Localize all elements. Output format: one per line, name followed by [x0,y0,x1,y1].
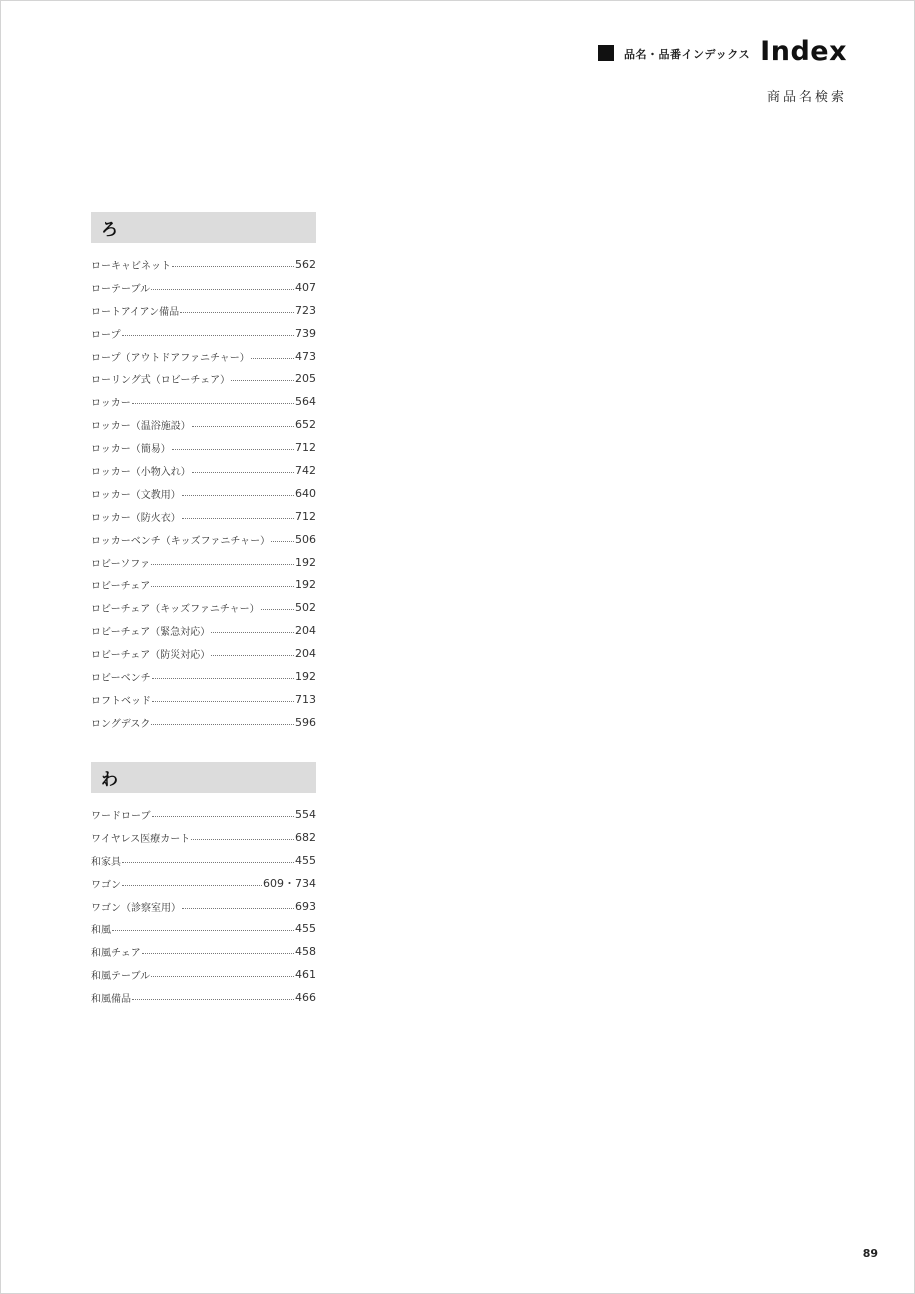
index-entry [91,688,316,711]
search-type-label: 商品名検索 [766,90,847,105]
dot-leader [152,678,294,679]
dot-leader [142,953,294,954]
dot-leader [132,403,294,404]
entry-name: 和風チェア [91,948,141,960]
entry-page: 192 [295,555,316,569]
entry-name: ロッカー（文教用） [91,489,181,501]
entry-name: ロフトベッド [91,695,151,707]
index-entry [91,367,316,390]
header-subtitle: 品名・品番インデックス [624,48,751,61]
dot-leader [172,449,294,450]
entry-page: 640 [295,486,316,500]
section-heading: ろ [91,212,316,243]
entry-list [91,803,316,1009]
dot-leader [151,586,294,587]
dot-leader [182,908,294,909]
entry-name: ローテーブル [91,283,151,295]
section-heading: わ [91,762,316,793]
index-entry [91,253,316,276]
dot-leader [231,380,294,381]
dot-leader [151,724,294,725]
dot-leader [182,495,294,496]
index-section-ro [91,212,316,734]
entry-name: ローキャビネット [91,260,171,272]
entry-page: 713 [295,692,316,706]
index-entry [91,322,316,345]
entry-page: 461 [295,968,316,982]
dot-leader [180,312,294,313]
index-entry [91,986,316,1009]
index-entry [91,619,316,642]
index-entry [91,803,316,826]
entry-name: ロビーチェア（防災対応） [91,650,211,662]
entry-list [91,253,316,734]
entry-name: ロングデスク [91,718,151,730]
entry-name: 和風 [91,925,111,937]
entry-page: 712 [295,441,316,455]
index-entry [91,917,316,940]
dot-leader [191,839,294,840]
entry-page: 562 [295,257,316,271]
entry-page: 204 [295,624,316,638]
dot-leader [182,518,294,519]
index-entry [91,390,316,413]
index-header [598,36,847,67]
index-entry [91,436,316,459]
entry-page: 192 [295,578,316,592]
dot-leader [151,289,294,290]
entry-name: ロッカー（小物入れ） [91,466,191,478]
entry-page: 455 [295,853,316,867]
dot-leader [271,541,294,542]
index-entry [91,528,316,551]
entry-name: ロビーチェア [91,581,151,593]
entry-page: 564 [295,395,316,409]
entry-name: ロッカー（簡易） [91,444,171,456]
entry-name: 和家具 [91,856,121,868]
dot-leader [172,266,294,267]
index-entry [91,665,316,688]
index-entry [91,963,316,986]
page-number: 89 [862,1247,878,1260]
dot-leader [192,426,294,427]
index-entry [91,276,316,299]
entry-page: 204 [295,647,316,661]
entry-page: 609・734 [263,877,316,891]
entry-name: ワゴン（診察室用） [91,902,181,914]
index-entry [91,940,316,963]
index-entry [91,872,316,895]
index-entry [91,895,316,918]
entry-name: ワイヤレス医療カート [91,833,191,845]
index-entry [91,849,316,872]
entry-page: 712 [295,509,316,523]
entry-page: 473 [295,349,316,363]
entry-name: ワゴン [91,879,121,891]
dot-leader [151,564,294,565]
entry-name: ロビーチェア（キッズファニチャー） [91,604,260,616]
entry-page: 205 [295,372,316,386]
index-entry [91,299,316,322]
dot-leader [192,472,294,473]
index-entry [91,826,316,849]
entry-page: 458 [295,945,316,959]
entry-page: 407 [295,280,316,294]
entry-name: ローリング式（ロビーチェア） [91,375,231,387]
entry-page: 506 [295,532,316,546]
index-section-wa [91,762,316,1009]
header-title: Index [760,36,847,67]
entry-name: ロッカー（温浴施設） [91,421,191,433]
entry-name: ロープ（アウトドアファニチャー） [91,352,250,364]
entry-name: ロビーソファ [91,558,150,570]
index-entry [91,642,316,665]
entry-page: 742 [295,463,316,477]
entry-name: ワードローブ [91,810,151,822]
dot-leader [122,862,294,863]
dot-leader [211,632,294,633]
dot-leader [251,358,294,359]
entry-name: 和風備品 [91,994,131,1006]
entry-name: ロッカーベンチ（キッズファニチャー） [91,535,271,547]
entry-page: 723 [295,303,316,317]
entry-page: 652 [295,418,316,432]
entry-page: 596 [295,715,316,729]
entry-name: ロープ [91,329,121,341]
index-entry [91,345,316,368]
dot-leader [151,976,294,977]
dot-leader [112,930,294,931]
entry-name: ロートアイアン備品 [91,306,180,318]
index-entry [91,413,316,436]
dot-leader [261,609,294,610]
index-entry [91,551,316,574]
index-entry [91,711,316,734]
entry-name: ロッカー [91,398,131,410]
index-entry [91,459,316,482]
dot-leader [122,885,262,886]
entry-page: 192 [295,669,316,683]
dot-leader [152,816,295,817]
dot-leader [122,335,295,336]
entry-page: 739 [295,326,316,340]
index-entry [91,573,316,596]
entry-page: 693 [295,899,316,913]
entry-page: 502 [295,601,316,615]
dot-leader [152,701,294,702]
entry-page: 682 [295,830,316,844]
entry-name: ロビーベンチ [91,672,151,684]
header-square-icon [598,45,614,61]
index-entry [91,596,316,619]
entry-name: ロッカー（防火衣） [91,512,181,524]
entry-page: 554 [295,807,316,821]
index-entry [91,482,316,505]
dot-leader [132,999,294,1000]
entry-name: 和風テーブル [91,971,151,983]
index-entry [91,505,316,528]
entry-page: 466 [295,991,316,1005]
entry-name: ロビーチェア（緊急対応） [91,627,211,639]
entry-page: 455 [295,922,316,936]
dot-leader [211,655,294,656]
